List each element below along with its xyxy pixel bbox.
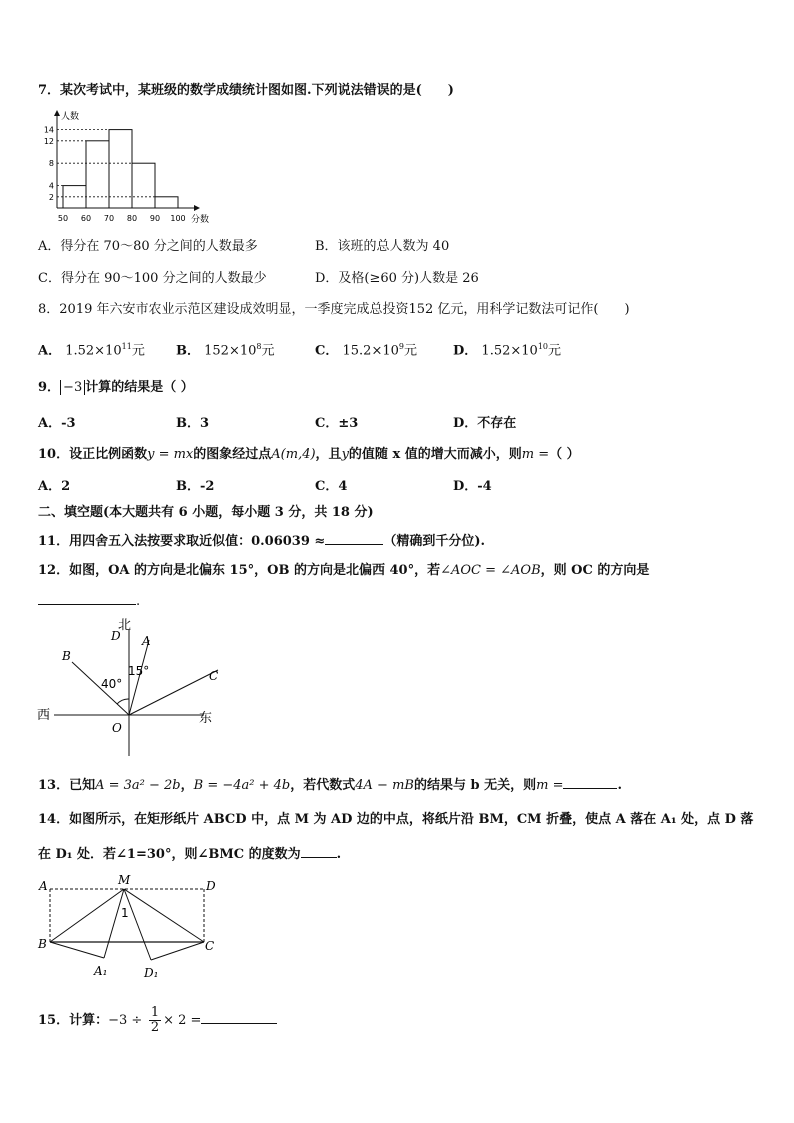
score-histogram (34, 110, 234, 225)
q14-answer-blank[interactable] (301, 843, 337, 858)
fraction (149, 1006, 161, 1035)
x-tick-label: 50 (57, 214, 69, 223)
q9-stem (38, 379, 194, 397)
sci-exp: 9 (398, 342, 404, 351)
q15-expr-a: −3 ÷ (108, 1013, 143, 1028)
q14-text: 在 D₁ 处．若∠1=30°，则∠BMC 的度数为 (38, 847, 301, 862)
q10-y: y (341, 447, 349, 462)
q12-stem (38, 562, 649, 580)
fold-cm (124, 889, 204, 942)
point-c-label: C (205, 939, 215, 953)
unit: 元 (261, 343, 275, 359)
q15-answer-blank[interactable] (201, 1005, 277, 1024)
sci-coef: 1.52×10 (65, 343, 122, 359)
option-letter: B． (176, 343, 200, 359)
q14-tail: . (336, 847, 342, 862)
point-a-label: A (142, 634, 151, 648)
x-tick-label: 70 (103, 214, 115, 223)
q10-option-d[interactable]: D．-4 (453, 479, 492, 494)
q10-stem (38, 446, 580, 464)
point-o-label: O (112, 721, 122, 735)
q10-text: ，且 (315, 447, 342, 462)
q12-equation: ∠AOC = ∠AOB (440, 563, 541, 578)
q14-stem-line1: 14．如图所示，在矩形纸片 ABCD 中，点 M 为 AD 边的中点，将纸片沿 BM，CM 折叠，使点 A 落在 A₁ 处，点 D 落 (38, 812, 754, 827)
q10-function: y = mx (147, 447, 194, 462)
q13-text: ，若代数式 (290, 778, 356, 793)
q7-option-a[interactable]: A．得分在 70～80 分之间的人数最多 (38, 239, 258, 254)
q7-option-b[interactable]: B．该班的总人数为 40 (315, 239, 450, 254)
histogram-bar (155, 197, 178, 208)
q15-expr-b: × 2 = (163, 1013, 202, 1028)
sci-coef: 15.2×10 (342, 343, 399, 359)
angle-1-label: 1 (121, 906, 129, 920)
q10-text: 的值随 x 值的增大而减小，则 (348, 447, 522, 462)
sci-exp: 11 (121, 342, 132, 351)
q9-option-a[interactable]: A．-3 (38, 416, 76, 431)
segment-d1c (151, 942, 204, 960)
q9-option-c[interactable]: C．±3 (315, 416, 359, 431)
y-tick-label: 12 (43, 136, 54, 146)
fold-diagram (34, 872, 234, 982)
sci-exp: 10 (537, 342, 548, 351)
unit: 元 (131, 343, 145, 359)
q9-stem-rest: 计算的结果是（ ） (85, 380, 194, 395)
q13-expr: 4A − mB (355, 778, 414, 793)
q8-option-b[interactable] (176, 338, 275, 360)
q13-answer-blank[interactable] (563, 774, 617, 789)
segment-ba1 (50, 942, 104, 958)
q9-option-b[interactable]: B．3 (176, 416, 210, 431)
x-axis-arrow (194, 205, 200, 211)
unit: 元 (548, 343, 562, 359)
q10-text: （ ） (549, 447, 580, 462)
east-label: 东 (199, 711, 213, 726)
q8-option-c[interactable] (315, 338, 417, 360)
q10-option-c[interactable]: C．4 (315, 479, 348, 494)
q8-option-a[interactable] (38, 338, 145, 360)
q7-stem: 7．某次考试中，某班级的数学成绩统计图如图.下列说法错误的是( ) (38, 83, 454, 98)
q8-stem: 8．2019 年六安市农业示范区建设成效明显，一季度完成总投资152 亿元，用科学记数法可记作( ) (38, 302, 630, 317)
y-axis-arrow (54, 110, 60, 116)
q15-stem (38, 1004, 277, 1038)
q12-text: ，则 OC 的方向是 (540, 563, 650, 578)
q13-expr-a: A = 3a² − 2b (95, 778, 181, 793)
x-tick-label: 100 (170, 214, 186, 223)
fraction-numerator: 1 (150, 1005, 160, 1020)
point-a-label: A (39, 879, 48, 893)
fold-bm (50, 889, 124, 942)
q13-m: m = (536, 778, 564, 793)
q10-point: A(m,4) (271, 447, 316, 462)
q15-text: 15．计算： (38, 1013, 109, 1028)
q11-text: 11．用四舍五入法按要求取近似值：0.06039 ≈ (38, 534, 326, 549)
q10-text: 的图象经过点 (193, 447, 272, 462)
x-tick-label: 80 (126, 214, 138, 223)
q9-number: 9． (38, 380, 61, 395)
option-letter: A． (38, 343, 62, 359)
q7-option-c[interactable]: C．得分在 90～100 分之间的人数最少 (38, 271, 267, 286)
north-label: 北 (118, 618, 132, 633)
q10-text: 10．设正比例函数 (38, 447, 148, 462)
x-tick-label: 60 (80, 214, 92, 223)
point-c-label: C (209, 669, 219, 683)
y-tick-label: 4 (48, 181, 54, 191)
x-tick-label: 90 (149, 214, 161, 223)
q14-stem-line2 (38, 843, 341, 864)
point-a1-label: A₁ (94, 964, 108, 978)
q13-text: 13．已知 (38, 778, 96, 793)
histogram-bar (86, 141, 109, 208)
option-letter: C． (315, 343, 339, 359)
point-b-label: B (62, 649, 71, 663)
y-tick-label: 2 (48, 192, 54, 202)
q12-answer-blank[interactable] (38, 590, 136, 605)
segment-a1m (104, 889, 124, 958)
q13-stem (38, 774, 622, 795)
q10-option-b[interactable]: B．-2 (176, 479, 215, 494)
point-b-label: B (38, 937, 47, 951)
unit: 元 (403, 343, 417, 359)
q13-expr-b: B = −4a² + 4b (193, 778, 291, 793)
segment-md1 (124, 889, 151, 960)
angle-40-arc (117, 699, 129, 704)
point-d-label: D (111, 629, 121, 643)
fraction-denominator: 2 (150, 1020, 160, 1035)
angle-40-label: 40° (101, 677, 123, 691)
q12-text: 12．如图，OA 的方向是北偏东 15°，OB 的方向是北偏西 40°，若 (38, 563, 441, 578)
point-m-label: M (118, 873, 131, 887)
section-heading: 二、填空题(本大题共有 6 小题，每小题 3 分，共 18 分) (38, 505, 374, 520)
q13-text: ， (180, 778, 194, 793)
q12-tail: . (136, 594, 141, 609)
q9-option-d[interactable]: D．不存在 (453, 416, 517, 431)
abs-value: −3 (60, 380, 85, 395)
q8-option-d[interactable] (453, 338, 561, 360)
point-d-label: D (206, 879, 216, 893)
x-axis-title: 分数 (191, 215, 210, 225)
y-tick-label: 14 (43, 125, 54, 135)
y-axis-title: 人数 (61, 112, 80, 122)
histogram-bar (132, 163, 155, 208)
q12-answer-line (38, 590, 140, 611)
y-tick-label: 8 (48, 159, 54, 169)
sci-exp: 8 (256, 342, 262, 351)
q11-answer-blank[interactable] (325, 530, 383, 545)
q11-text: （精确到千分位). (383, 534, 485, 549)
direction-diagram (34, 618, 234, 758)
q13-text: 的结果与 b 无关，则 (413, 778, 537, 793)
west-label: 西 (37, 708, 51, 723)
q10-m: m = (521, 447, 550, 462)
sci-coef: 152×10 (204, 343, 257, 359)
option-letter: D． (453, 343, 478, 359)
histogram-bar (109, 130, 132, 208)
q10-option-a[interactable]: A．2 (38, 479, 71, 494)
angle-15-label: 15° (128, 664, 150, 678)
q13-tail: . (617, 778, 622, 793)
q11-stem (38, 530, 485, 551)
point-d1-label: D₁ (144, 966, 159, 980)
q7-option-d[interactable]: D．及格(≥60 分)人数是 26 (315, 271, 479, 286)
sci-coef: 1.52×10 (481, 343, 538, 359)
